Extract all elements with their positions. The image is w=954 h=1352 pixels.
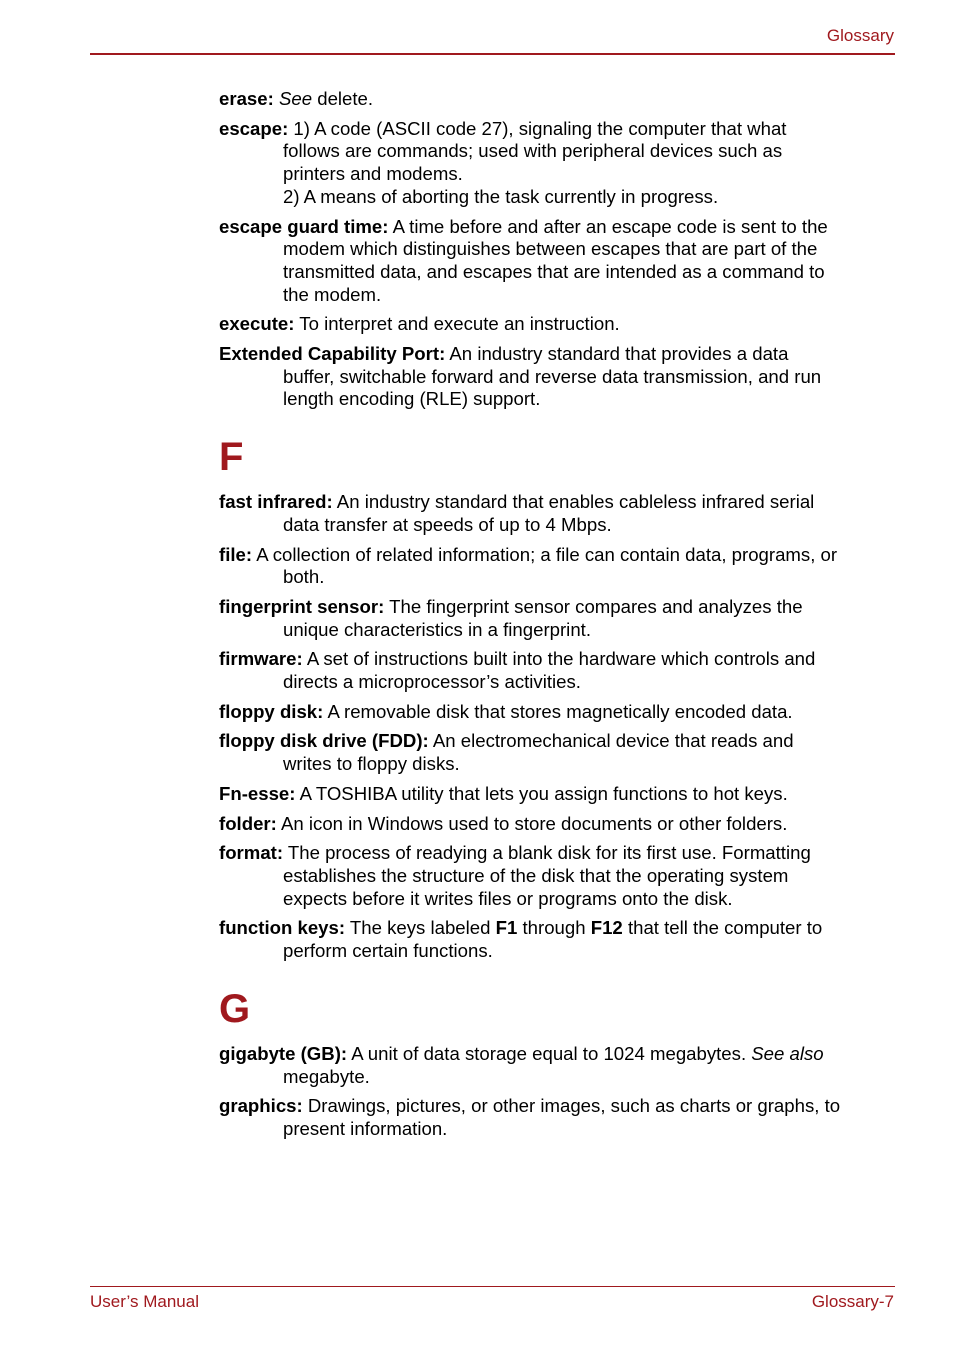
- definition-text: Drawings, pictures, or other images, such as charts or graphs, to: [302, 1095, 841, 1117]
- definition-text: The fingerprint sensor compares and analyzes the: [384, 595, 803, 617]
- glossary-section: [219, 983, 895, 1141]
- entry-line: [283, 888, 895, 911]
- glossary-entry: [219, 917, 895, 962]
- entry-line: [283, 261, 895, 284]
- glossary-entry: [219, 701, 895, 724]
- glossary-section: [219, 88, 895, 411]
- definition-text: An industry standard that enables cableless infrared serial: [332, 491, 815, 513]
- entry-line: [283, 238, 895, 261]
- entry-line: [219, 782, 895, 806]
- definition-text: An industry standard that provides a data: [445, 343, 789, 365]
- definition-text: delete.: [312, 88, 374, 109]
- entry-line: [283, 388, 895, 411]
- definition-text: data transfer at speeds of up to 4 Mbps.: [283, 513, 612, 535]
- definition-text: length encoding (RLE) support.: [283, 388, 541, 410]
- glossary-term: Fn-esse:: [219, 782, 296, 804]
- glossary-entry: [219, 491, 895, 536]
- definition-text: both.: [283, 566, 325, 588]
- definition-text: megabyte.: [283, 1065, 370, 1087]
- entry-line: [283, 1118, 895, 1141]
- glossary-entry: [219, 216, 895, 307]
- glossary-term: escape guard time:: [219, 215, 389, 237]
- entry-line: [219, 543, 895, 567]
- entry-line: [283, 940, 895, 963]
- definition-text: A removable disk that stores magnetically encoded data.: [323, 700, 793, 722]
- entry-line: [219, 595, 895, 619]
- entry-line: [283, 140, 895, 163]
- definition-text: buffer, switchable forward and reverse data transmission, and run: [283, 365, 822, 387]
- entry-line: [219, 215, 895, 239]
- definition-text: A collection of related information; a file can contain data, programs, or: [252, 543, 838, 565]
- glossary-entry: [219, 1095, 895, 1140]
- entry-line: [219, 842, 895, 865]
- definition-text: expects before it writes files or programs onto the disk.: [283, 887, 733, 909]
- glossary-entry: [219, 88, 895, 111]
- entry-line: [283, 566, 895, 589]
- section-letter-heading: G: [219, 986, 251, 1031]
- section-letter-heading: F: [219, 435, 244, 480]
- glossary-entry: [219, 648, 895, 693]
- glossary-entry: [219, 783, 895, 806]
- glossary-section: [219, 431, 895, 963]
- glossary-term: format:: [219, 842, 284, 864]
- definition-text: through: [517, 917, 591, 939]
- entry-line: [219, 648, 895, 671]
- definition-text: 2) A means of aborting the task currently in progress.: [283, 185, 719, 207]
- footer-manual-title: User’s Manual: [90, 1292, 199, 1311]
- definition-text: directs a microprocessor’s activities.: [283, 671, 581, 693]
- definition-text: 1) A code (ASCII code 27), signaling the computer that what: [288, 117, 787, 139]
- glossary-term: execute:: [219, 313, 295, 335]
- bold-text: F12: [590, 917, 623, 939]
- footer-rule: [90, 1286, 895, 1287]
- entry-line: [219, 117, 895, 141]
- entry-line: [283, 163, 895, 186]
- definition-text: the modem.: [283, 283, 382, 305]
- entry-line: [283, 284, 895, 307]
- glossary-term: folder:: [219, 812, 277, 834]
- definition-text: The keys labeled: [345, 917, 496, 939]
- entry-line: [283, 753, 895, 776]
- entry-line: [283, 865, 895, 888]
- entry-line: [283, 1066, 895, 1089]
- glossary-content: [219, 88, 895, 1161]
- definition-text: An electromechanical device that reads and: [428, 730, 794, 752]
- entry-line: [219, 700, 895, 724]
- footer-page-number: Glossary-7: [811, 1292, 894, 1311]
- definition-text: A time before and after an escape code is sent to the: [388, 215, 828, 237]
- definition-text: unique characteristics in a fingerprint.: [283, 618, 591, 640]
- definition-text: follows are commands; used with peripheral devices such as: [283, 140, 783, 162]
- definition-text: An icon in Windows used to store documents or other folders.: [276, 812, 788, 834]
- definition-text: A set of instructions built into the hardware which controls and: [302, 648, 816, 670]
- definition-text: The process of readying a blank disk for its first use. Formatting: [283, 842, 811, 864]
- glossary-term: erase:: [219, 88, 274, 109]
- entry-line: [283, 619, 895, 642]
- entry-line: [219, 730, 895, 753]
- glossary-entry: [219, 343, 895, 411]
- glossary-term: firmware:: [219, 648, 303, 670]
- definition-text: perform certain functions.: [283, 940, 493, 962]
- definition-text: A TOSHIBA utility that lets you assign functions to hot keys.: [295, 782, 788, 804]
- glossary-term: gigabyte (GB):: [219, 1042, 348, 1064]
- glossary-term: fingerprint sensor:: [219, 595, 385, 617]
- entry-line: [283, 366, 895, 389]
- glossary-term: Extended Capability Port:: [219, 343, 446, 365]
- entry-line: [219, 812, 895, 836]
- entry-line: [219, 917, 895, 940]
- glossary-term: floppy disk drive (FDD):: [219, 730, 429, 752]
- entry-line: [283, 514, 895, 537]
- entry-line: [219, 343, 895, 366]
- glossary-entry: [219, 813, 895, 836]
- glossary-entry: [219, 1043, 895, 1088]
- glossary-term: graphics:: [219, 1095, 303, 1117]
- glossary-term: floppy disk:: [219, 700, 324, 722]
- glossary-term: function keys:: [219, 917, 346, 939]
- definition-text: transmitted data, and escapes that are intended as a command to: [283, 260, 825, 282]
- glossary-entry: [219, 118, 895, 209]
- entry-line: [283, 186, 895, 209]
- definition-text: printers and modems.: [283, 163, 463, 185]
- entry-line: [219, 1095, 895, 1118]
- definition-text: A unit of data storage equal to 1024 megabytes.: [347, 1042, 752, 1064]
- entry-line: [283, 671, 895, 694]
- glossary-entry: [219, 596, 895, 641]
- entry-line: [219, 491, 895, 514]
- glossary-entry: [219, 842, 895, 910]
- header-rule: [90, 53, 895, 55]
- definition-text: To interpret and execute an instruction.: [294, 313, 620, 335]
- entry-line: [219, 1042, 895, 1066]
- definition-text: present information.: [283, 1117, 448, 1139]
- definition-text: writes to floppy disks.: [283, 753, 460, 775]
- entry-line: [219, 313, 895, 336]
- definition-text: establishes the structure of the disk that the operating system: [283, 864, 789, 886]
- bold-text: F1: [495, 917, 518, 939]
- emphasis-text: See also: [751, 1042, 824, 1064]
- definition-text: modem which distinguishes between escapes that are part of the: [283, 238, 818, 260]
- definition-text: that tell the computer to: [622, 917, 823, 939]
- glossary-term: escape:: [219, 117, 289, 139]
- glossary-entry: [219, 544, 895, 589]
- glossary-term: fast infrared:: [219, 491, 333, 513]
- glossary-entry: [219, 313, 895, 336]
- page-header-title: Glossary: [826, 26, 894, 45]
- glossary-term: file:: [219, 543, 253, 565]
- glossary-entry: [219, 730, 895, 775]
- emphasis-text: See: [278, 88, 313, 109]
- entry-line: [219, 88, 895, 111]
